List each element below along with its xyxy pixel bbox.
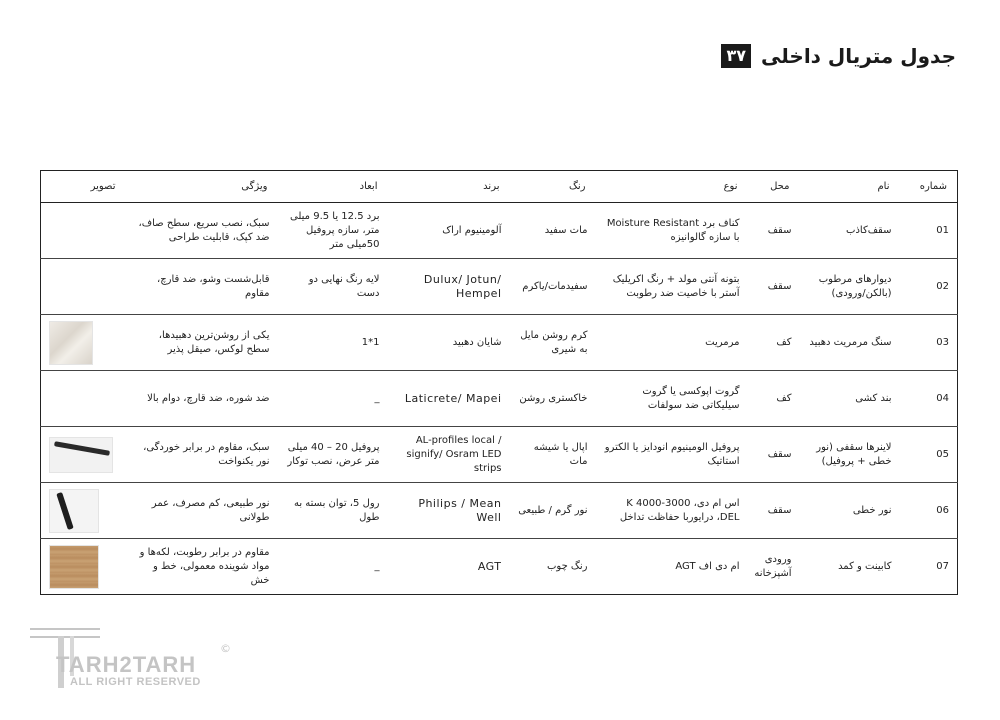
row-features: ضد شوره، ضد قارچ، دوام بالا (126, 371, 278, 427)
row-brand: AGT (477, 559, 502, 573)
col-header-number: شماره (900, 171, 958, 203)
row-dims: پروفیل 20 – 40 میلی متر عرض، نصب توکار (278, 427, 388, 483)
page-number: ۳۷ (721, 44, 751, 68)
row-location: سقف (748, 483, 800, 539)
row-brand: Philips / Mean Well (388, 483, 510, 539)
row-location: کف (748, 315, 800, 371)
page-header (721, 44, 956, 68)
table-row (41, 539, 958, 595)
row-location: سقف (748, 427, 800, 483)
row-features: سبک، نصب سریع، سطح صاف، ضد کپک، قابلیت طراحی (126, 203, 278, 259)
row-number: 03 (900, 315, 958, 371)
logo-reserved-text: ALL RIGHT RESERVED (70, 676, 201, 688)
row-brand: Dulux/ Jotun/ Hempel (388, 259, 510, 315)
row-location: ورودی آشپزخانه (754, 553, 792, 579)
col-header-image: تصویر (41, 171, 126, 203)
row-type: کناف برد Moisture Resistant با سازه گالوانیزه (596, 203, 748, 259)
row-dims: لایه رنگ نهایی دو دست (278, 259, 388, 315)
material-table (40, 170, 958, 595)
row-name: کابینت و کمد (838, 560, 892, 572)
table-header-row (41, 171, 958, 203)
row-name: سقف‌کاذب (800, 203, 900, 259)
row-number: 04 (900, 371, 958, 427)
table-row (41, 427, 958, 483)
page-title: جدول متریال داخلی (761, 44, 956, 68)
row-image (41, 315, 126, 371)
row-features: سبک، مقاوم در برابر خوردگی، نور یکنواخت (126, 427, 278, 483)
row-location: سقف (748, 259, 800, 315)
row-type: گروت اپوکسی یا گروت سیلیکاتی ضد سولفات (596, 371, 748, 427)
row-brand: شایان دهبید (388, 315, 510, 371)
row-number: 01 (900, 203, 958, 259)
table-row (41, 203, 958, 259)
row-name: نور خطی (800, 483, 900, 539)
logo-bar (30, 628, 100, 638)
logo-brand-text: TARH2TARH (56, 652, 197, 677)
row-location: کف (748, 371, 800, 427)
row-color: نور گرم / طبیعی (510, 483, 596, 539)
row-dims: رول 5، توان بسته به طول (278, 483, 388, 539)
row-features: قابل‌شست وشو، ضد قارچ، مقاوم (126, 259, 278, 315)
row-image (41, 427, 126, 483)
row-image (41, 539, 126, 595)
row-name: دیوارهای مرطوب (بالکن/ورودی) (800, 259, 900, 315)
row-color: مات سفید (510, 203, 596, 259)
row-image (41, 203, 126, 259)
row-type: مرمریت (596, 315, 748, 371)
row-features: نور طبیعی، کم مصرف، عمر طولانی (126, 483, 278, 539)
row-image (41, 483, 126, 539)
col-header-brand: برند (388, 171, 510, 203)
table-row (41, 259, 958, 315)
row-features: یکی از روشن‌ترین دهبیدها، سطح لوکس، صیقل پذیر (126, 315, 278, 371)
row-number: 05 (900, 427, 958, 483)
table-row (41, 315, 958, 371)
row-location: سقف (748, 203, 800, 259)
row-name: لاینرها سقفی (نور خطی + پروفیل) (800, 427, 900, 483)
copyright-icon: © (220, 642, 231, 655)
row-image (41, 371, 126, 427)
row-brand: AL-profiles local / signify/ Osram LED strips (388, 427, 510, 483)
row-color: خاکستری روشن (510, 371, 596, 427)
row-number: 02 (900, 259, 958, 315)
row-name: بند کشی (800, 371, 900, 427)
col-header-color: رنگ (510, 171, 596, 203)
col-header-name: نام (800, 171, 900, 203)
col-header-location: محل (748, 171, 800, 203)
led-strip-thumbnail (49, 489, 99, 533)
row-color: کرم روشن مایل به شیری (510, 315, 596, 371)
row-features: مقاوم در برابر رطوبت، لکه‌ها و مواد شوینده معمولی، خط و خش (139, 546, 270, 586)
table-row (41, 483, 958, 539)
row-type: اس ام دی، K 4000-3000 DEL، درایوربا حفاظت تداخل (596, 483, 748, 539)
col-header-features: ویژگی (126, 171, 278, 203)
row-brand: Laticrete/ Mapei (388, 371, 510, 427)
row-type: بتونه آنتی مولد + رنگ اکریلیک آستر با خاصیت ضد رطوبت (596, 259, 748, 315)
watermark-logo (30, 626, 230, 692)
row-dims: _ (374, 560, 380, 572)
row-dims: _ (278, 371, 388, 427)
row-color: سفیدمات/یاکرم (510, 259, 596, 315)
row-number: 06 (900, 483, 958, 539)
marble-thumbnail (49, 321, 93, 365)
row-number: 07 (936, 560, 949, 572)
row-image (41, 259, 126, 315)
row-type: ام دی اف AGT (675, 560, 740, 572)
row-dims: 1*1 (278, 315, 388, 371)
row-color: اپال یا شیشه مات (510, 427, 596, 483)
col-header-dims: ابعاد (278, 171, 388, 203)
profile-thumbnail (49, 437, 113, 473)
table-row (41, 371, 958, 427)
row-dims: برد 12.5 یا 9.5 میلی متر، سازه پروفیل 50میلی متر (278, 203, 388, 259)
row-brand: آلومینیوم اراک (388, 203, 510, 259)
row-type: پروفیل الومینیوم انودایز یا الکترو استاتیک (596, 427, 748, 483)
row-name: سنگ مرمریت دهبید (800, 315, 900, 371)
wood-thumbnail (49, 545, 99, 589)
row-color: رنگ چوب (546, 560, 588, 572)
col-header-type: نوع (596, 171, 748, 203)
